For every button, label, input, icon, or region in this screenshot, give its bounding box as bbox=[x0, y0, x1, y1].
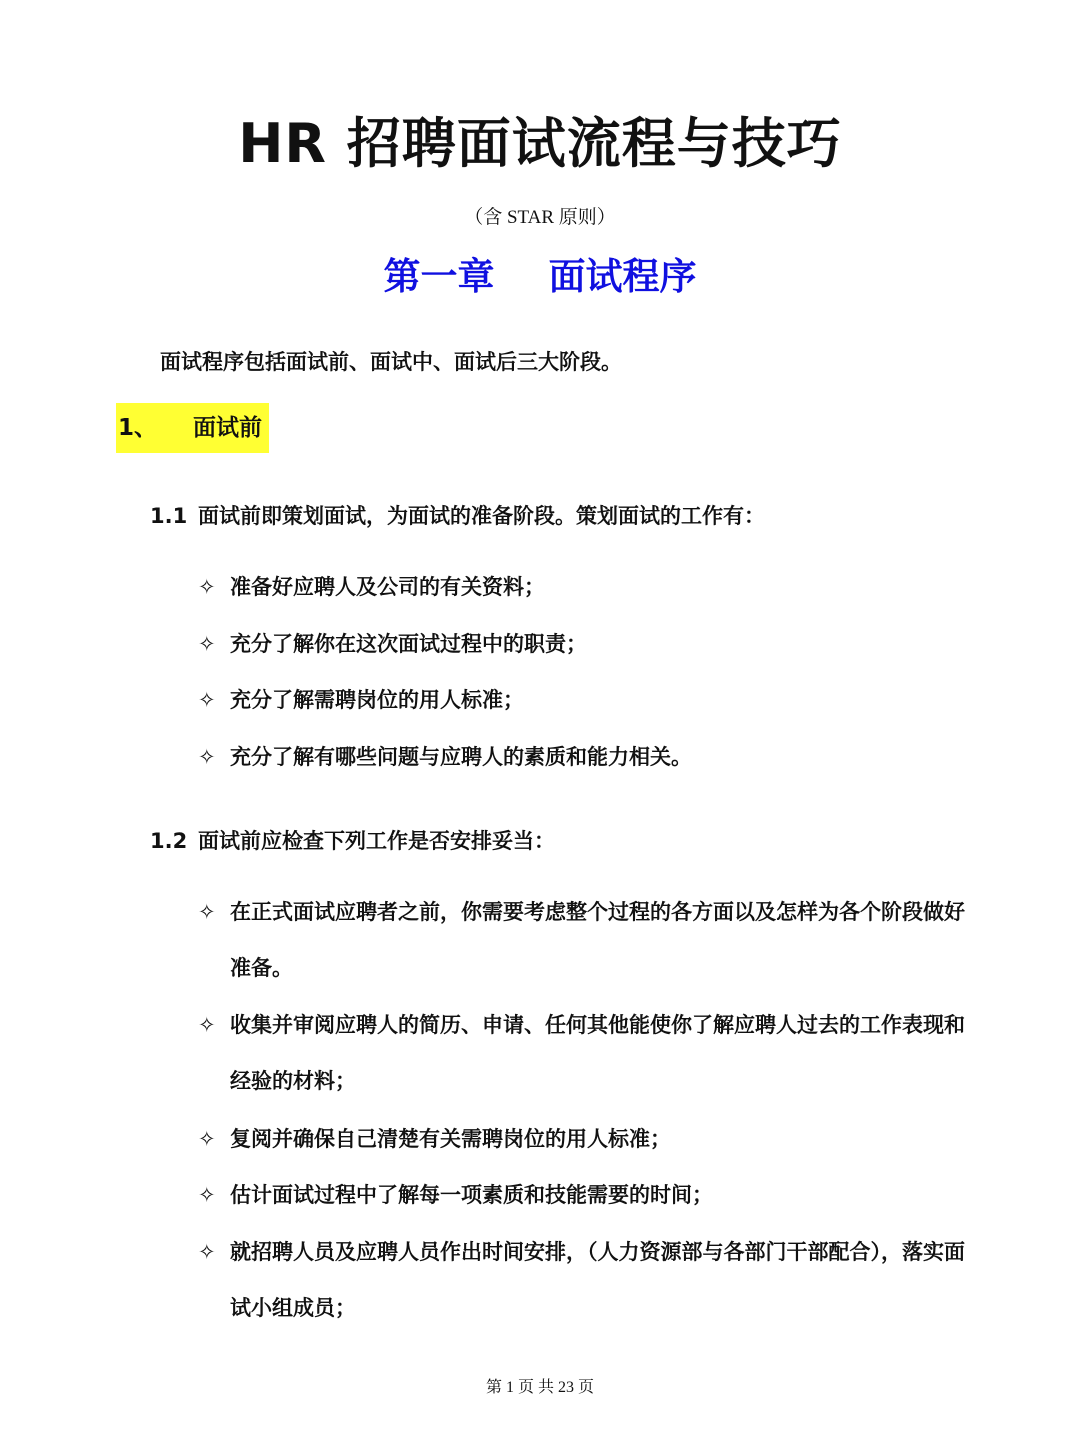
list-item bbox=[198, 884, 968, 996]
page-footer: 第 1 页 共 23 页 bbox=[485, 1379, 594, 1396]
list-item bbox=[198, 1224, 968, 1336]
subsection-number: 1.2 bbox=[150, 829, 188, 853]
diamond-star-icon: ✧ bbox=[198, 1183, 216, 1207]
list-item bbox=[198, 672, 968, 728]
list-item bbox=[198, 1111, 968, 1167]
list-item-text: 充分了解你在这次面试过程中的职责； bbox=[230, 632, 587, 656]
diamond-star-icon: ✧ bbox=[198, 1127, 216, 1151]
list-item-text: 收集并审阅应聘人的简历、申请、任何其他能使你了解应聘人过去的工作表现和经验的材料； bbox=[230, 1013, 965, 1093]
chapter-title: 面试程序 bbox=[548, 255, 697, 298]
list-item-text: 充分了解有哪些问题与应聘人的素质和能力相关。 bbox=[230, 745, 692, 769]
subsection-title: 面试前即策划面试，为面试的准备阶段。策划面试的工作有： bbox=[198, 504, 765, 528]
list-item bbox=[198, 559, 968, 615]
diamond-star-icon: ✧ bbox=[198, 575, 216, 599]
list-item bbox=[198, 1167, 968, 1223]
diamond-star-icon: ✧ bbox=[198, 632, 216, 656]
diamond-star-icon: ✧ bbox=[198, 900, 216, 924]
list-item-text: 复阅并确保自己清楚有关需聘岗位的用人标准； bbox=[230, 1127, 671, 1151]
chapter-heading bbox=[0, 250, 1080, 304]
diamond-star-icon: ✧ bbox=[198, 1240, 216, 1264]
list-item-text: 准备好应聘人及公司的有关资料； bbox=[230, 575, 545, 599]
list-item-text: 就招聘人员及应聘人员作出时间安排，（人力资源部与各部门干部配合），落实面试小组成员； bbox=[230, 1240, 965, 1320]
subsection-title: 面试前应检查下列工作是否安排妥当： bbox=[198, 829, 555, 853]
section-number: 1、 bbox=[118, 415, 158, 441]
list-item-text: 在正式面试应聘者之前，你需要考虑整个过程的各方面以及怎样为各个阶段做好准备。 bbox=[230, 900, 965, 980]
list-item-text: 充分了解需聘岗位的用人标准； bbox=[230, 688, 524, 712]
section-heading-highlighted bbox=[116, 403, 269, 453]
subsection-number: 1.1 bbox=[150, 504, 188, 528]
list-item bbox=[198, 997, 968, 1109]
intro-paragraph: 面试程序包括面试前、面试中、面试后三大阶段。 bbox=[160, 350, 622, 374]
document-title: HR 招聘面试流程与技巧 bbox=[238, 112, 842, 175]
diamond-star-icon: ✧ bbox=[198, 1013, 216, 1037]
section-title: 面试前 bbox=[193, 415, 262, 441]
list-item bbox=[198, 616, 968, 672]
list-item-text: 估计面试过程中了解每一项素质和技能需要的时间； bbox=[230, 1183, 713, 1207]
diamond-star-icon: ✧ bbox=[198, 688, 216, 712]
document-subtitle: （含 STAR 原则） bbox=[464, 207, 616, 228]
chapter-number: 第一章 bbox=[383, 255, 495, 298]
diamond-star-icon: ✧ bbox=[198, 745, 216, 769]
list-item bbox=[198, 729, 968, 785]
